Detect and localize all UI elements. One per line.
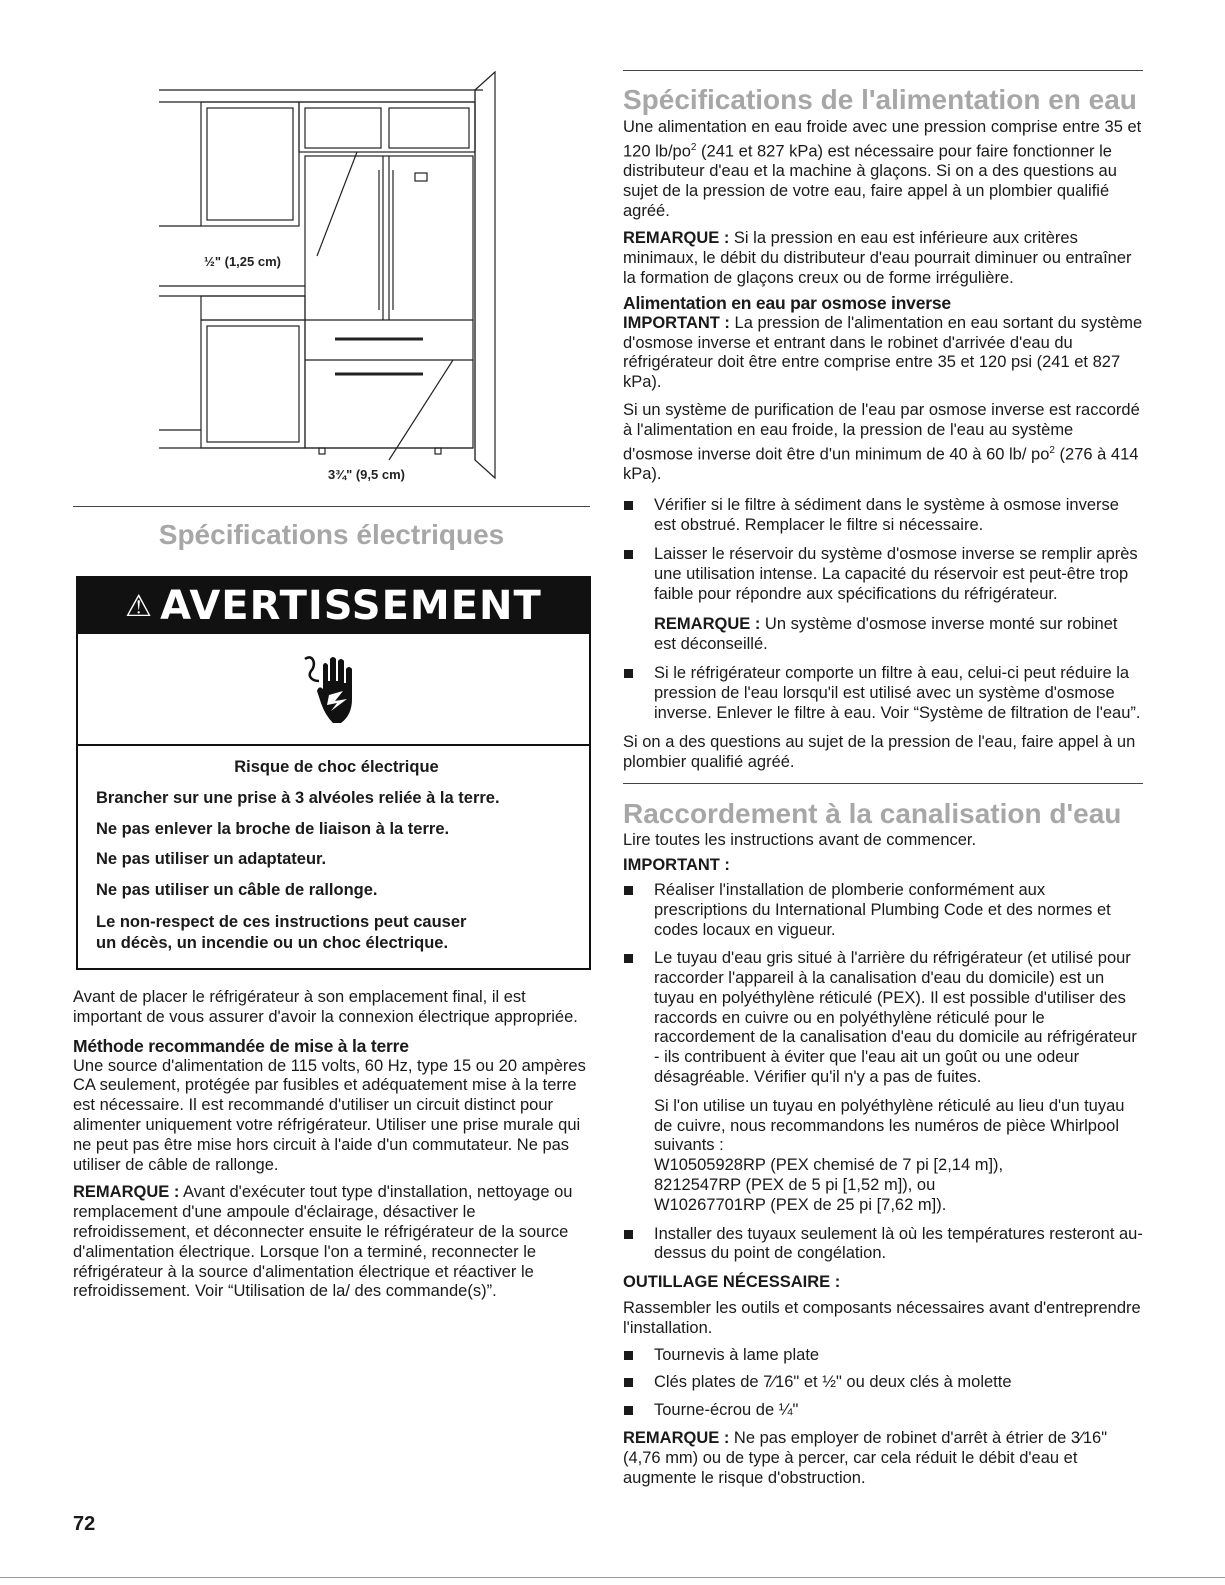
water-supply-closing: Si on a des questions au sujet de la pression de l'eau, faire appel à un plombier qualifié agréé.: [623, 732, 1136, 771]
warning-icon-area: [78, 634, 589, 746]
tools-heading: OUTILLAGE NÉCESSAIRE :: [623, 1273, 841, 1292]
dimension-label-top: ½" (1,25 cm): [204, 254, 281, 269]
warning-heading: AVERTISSEMENT: [160, 583, 542, 629]
warning-line: Ne pas utiliser un adaptateur.: [96, 850, 327, 869]
grounding-text: Une source d'alimentation de 115 volts, 60 Hz, type 15 ou 20 ampères CA seulement, protégée par fusibles et adéquatement mise à la terre est nécessaire. Il est recommandé d'utiliser un circuit distinct pour alimenter uniquement votre réfrigérateur. Utiliser une prise murale qui ne peut pas être mise hors circuit à l'aide d'un commutateur. Ne pas utiliser de câble de rallonge.: [73, 1056, 586, 1174]
pex-part: 8212547RP (PEX de 5 pi [1,52 m]), ou: [654, 1176, 936, 1195]
dimension-label-bottom: 3¾" (9,5 cm): [328, 467, 405, 482]
ro-text-a: Si un système de purification de l'eau par osmose inverse est raccordé à l'alimentation en eau froide, la pression de l'eau au système d'osmose inverse doit être d'un minimum de 40 à 60 lb/ po: [623, 401, 1140, 464]
water-supply-note: [623, 229, 1143, 288]
water-supply-intro: [623, 118, 1143, 221]
electrical-note: [73, 1183, 590, 1302]
note-label: REMARQUE :: [654, 614, 761, 633]
warning-consequence-line-1: Le non-respect de ces instructions peut causer: [96, 912, 467, 931]
note-text: Si la pression en eau est inférieure aux critères minimaux, le débit du distributeur d'eau pourrait diminuer ou entraîner la formation de glaçons creux ou de forme irrégulière.: [623, 229, 1132, 288]
right-column: [623, 70, 1143, 1488]
page-bottom-line: [0, 1577, 1225, 1578]
water-intro-text-b: (241 et 827 kPa) est nécessaire pour faire fonctionner le distributeur d'eau et la machine à glaçons. Si on a des questions au sujet de la pression de votre eau, faire appel à un plombier qualifié agréé.: [623, 142, 1117, 220]
electrical-intro: Avant de placer le réfrigérateur à son emplacement final, il est important de vous assurer d'avoir la connexion électrique appropriée.: [73, 987, 578, 1026]
list-item-text: Le tuyau d'eau gris situé à l'arrière du réfrigérateur (et utilisé pour raccorder l'appareil à la canalisation d'eau du domicile) est un tuyau en polyéthylène réticulé (PEX). Il est possible d'utiliser des raccords en cuivre ou en polyéthylène réticulé pour le raccordement de la canalisation d'eau du domicile au réfrigérateur - ils contribuent à éviter que l'eau ait un goût ou une odeur désagréable. Vérifier qu'il n'y a pas de fuites.: [654, 949, 1137, 1087]
tools-intro: Rassembler les outils et composants nécessaires avant d'entreprendre l'installation.: [623, 1299, 1141, 1337]
list-item-text: Tournevis à lame plate: [654, 1345, 820, 1364]
list-item-text: Tourne-écrou de ¼": [654, 1401, 799, 1420]
section-divider: [73, 506, 590, 507]
reverse-osmosis-paragraph: [623, 401, 1143, 485]
list-item-text: Vérifier si le filtre à sédiment dans le système à osmose inverse est obstrué. Remplacer le filtre si nécessaire.: [654, 495, 1119, 534]
list-item-text: Installer des tuyaux seulement là où les températures resteront au-dessus du point de congélation.: [654, 1224, 1143, 1263]
warning-line: Brancher sur une prise à 3 alvéoles reliée à la terre.: [96, 788, 500, 807]
note-label: REMARQUE :: [73, 1183, 180, 1202]
tools-list: [623, 1346, 1143, 1421]
grounding-heading: Méthode recommandée de mise à la terre: [73, 1035, 409, 1056]
ro-text-b: (276 à 414 kPa).: [623, 445, 1139, 483]
connection-intro: Lire toutes les instructions avant de commencer.: [623, 831, 977, 850]
pex-part: W10505928RP (PEX chemisé de 7 pi [2,14 m]),: [654, 1156, 1004, 1175]
list-item: [623, 545, 1143, 654]
list-item-text: Clés plates de 7⁄16" et ½" ou deux clés à molette: [654, 1373, 1012, 1392]
superscript: 2: [690, 141, 697, 153]
warning-line: Ne pas utiliser un câble de rallonge.: [96, 881, 378, 900]
warning-box: [76, 576, 591, 970]
note-text: Ne pas employer de robinet d'arrêt à étrier de 3⁄16" (4,76 mm) ou de type à percer, car cela réduit le débit d'eau et augmente le risque d'obstruction.: [623, 1429, 1108, 1487]
left-column: [73, 60, 590, 1302]
warning-text: [78, 746, 589, 968]
list-item: [623, 1346, 1143, 1366]
connection-section-title: Raccordement à la canalisation d'eau: [623, 798, 1122, 830]
reverse-osmosis-heading: Alimentation en eau par osmose inverse: [623, 292, 951, 313]
water-intro-text-a: Une alimentation en eau froide avec une pression comprise entre 35 et 120 lb/po: [623, 118, 1142, 161]
list-item: [623, 1225, 1143, 1265]
warning-line: Ne pas enlever la broche de liaison à la terre.: [96, 819, 450, 838]
list-item: [623, 664, 1143, 723]
list-item: [623, 1401, 1143, 1421]
important-text: La pression de l'alimentation en eau sortant du système d'osmose inverse et entrant dans le robinet d'arrivée d'eau du réfrigérateur doit être entre comprise entre 35 et 120 psi (241 et 827 kPa).: [623, 313, 1143, 392]
list-item: [623, 949, 1143, 1215]
list-item: [623, 881, 1143, 940]
refrigerator-clearance-figure: [73, 60, 590, 500]
note-text: Avant d'exécuter tout type d'installation, nettoyage ou remplacement d'une ampoule d'éclairage, désactiver le refroidissement, et déconnecter ensuite le réfrigérateur de la source d'alimentation électrique. Lorsque l'on a terminé, reconnecter le réfrigérateur à la source d'alimentation électrique et réactiver le refroidissement. Voir “Utilisation de la/ des commande(s)”.: [73, 1183, 573, 1301]
warning-consequence: [96, 912, 577, 954]
water-supply-section-title: Spécifications de l'alimentation en eau: [623, 84, 1137, 115]
reverse-osmosis-important: [623, 314, 1143, 393]
pex-paragraph: [654, 1097, 1143, 1216]
pex-part: W10267701RP (PEX de 25 pi [7,62 m]).: [654, 1195, 947, 1214]
warning-consequence-line-2: un décès, un incendie ou un choc électrique.: [96, 933, 449, 952]
reverse-osmosis-list: [623, 496, 1143, 724]
page-number: 72: [73, 1513, 96, 1535]
list-item-text: Laisser le réservoir du système d'osmose inverse se remplir après une utilisation intense. La capacité du réservoir est peut-être trop faible pour répondre aux spécifications du réfrigérateur.: [654, 545, 1138, 603]
warning-risk-line: Risque de choc électrique: [234, 758, 439, 776]
section-divider: [623, 783, 1143, 784]
pex-text: Si l'on utilise un tuyau en polyéthylène réticulé au lieu d'un tuyau de cuivre, nous recommandons les numéros de pièce Whirlpool suivants :: [654, 1096, 1125, 1155]
note-label: REMARQUE :: [623, 1429, 730, 1448]
list-item: [623, 1373, 1143, 1393]
connection-list: [623, 881, 1143, 1264]
section-divider: [623, 70, 1143, 71]
list-item-text: Si le réfrigérateur comporte un filtre à eau, celui-ci peut réduire la pression de l'eau lorsqu'il est utilisé avec un système d'osmose inverse. Enlever le filtre à eau. Voir “Système de filtration de l'eau”.: [654, 664, 1141, 722]
list-item-note: [654, 615, 1143, 655]
electrical-section-title: Spécifications électriques: [158, 519, 505, 550]
list-item-text: Réaliser l'installation de plomberie conformément aux prescriptions du International Plumbing Code et des normes et codes locaux en vigueur.: [654, 880, 1111, 939]
note-text: Un système d'osmose inverse monté sur robinet est déconseillé.: [654, 614, 1118, 653]
connection-final-note: [623, 1429, 1143, 1488]
connection-important-label: IMPORTANT :: [623, 856, 730, 875]
warning-triangle-icon: ⚠: [125, 589, 153, 623]
warning-header: [78, 578, 589, 634]
list-item: [623, 496, 1143, 536]
electric-shock-hand-icon: [303, 651, 365, 727]
important-label: IMPORTANT :: [623, 313, 730, 332]
superscript: 2: [1049, 444, 1055, 456]
note-label: REMARQUE :: [623, 229, 730, 248]
